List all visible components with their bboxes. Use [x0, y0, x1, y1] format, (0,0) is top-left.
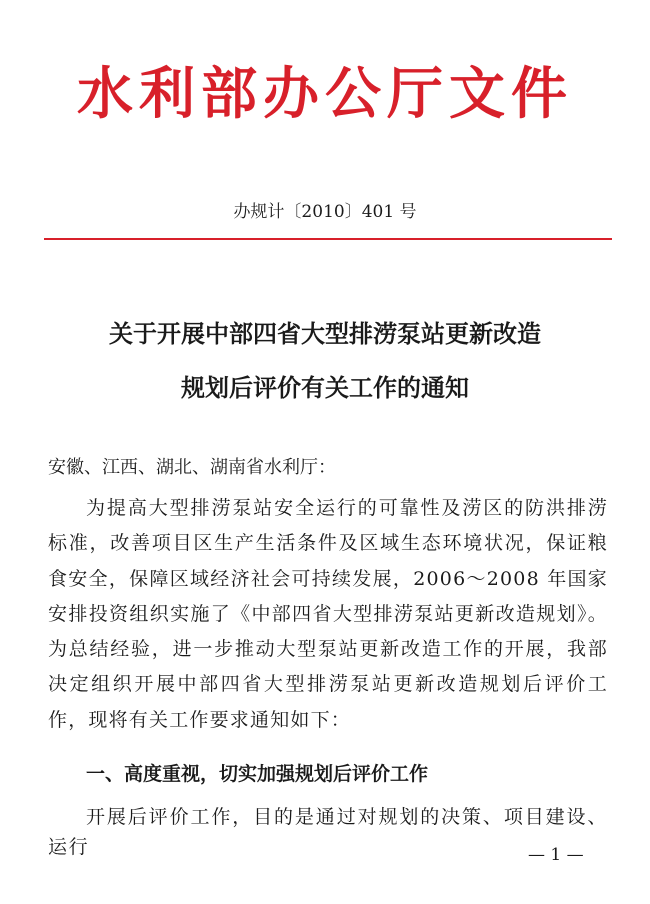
notice-title-line-1: 关于开展中部四省大型排涝泵站更新改造 [109, 320, 541, 348]
notice-title-line-2: 规划后评价有关工作的通知 [181, 374, 469, 402]
page-number: — 1 — [528, 845, 584, 865]
document-number: 办规计〔2010〕401 号 [233, 202, 417, 222]
section-1-heading: 一、高度重视，切实加强规划后评价工作 [86, 763, 429, 785]
org-header-title: 水利部办公厅文件 [77, 61, 573, 127]
section-1-paragraph: 开展后评价工作，目的是通过对规划的决策、项目建设、运行 [48, 806, 608, 858]
red-divider-line [44, 238, 612, 240]
recipients-line: 安徽、江西、湖北、湖南省水利厅： [48, 457, 336, 478]
intro-paragraph: 为提高大型排涝泵站安全运行的可靠性及涝区的防洪排涝标准，改善项目区生产生活条件及区域生态环境状况，保证粮食安全，保障区域经济社会可持续发展，2006～2008 年国家安排投资组织实施了《中部四省大型排涝泵站更新改造规划》。为总结经验，进一步推动大型泵站更新改造工作的开展，我部决定组织开展中部四省大型排涝泵站更新改造规划后评价工作，现将有关工作要求通知如下： [48, 497, 608, 731]
